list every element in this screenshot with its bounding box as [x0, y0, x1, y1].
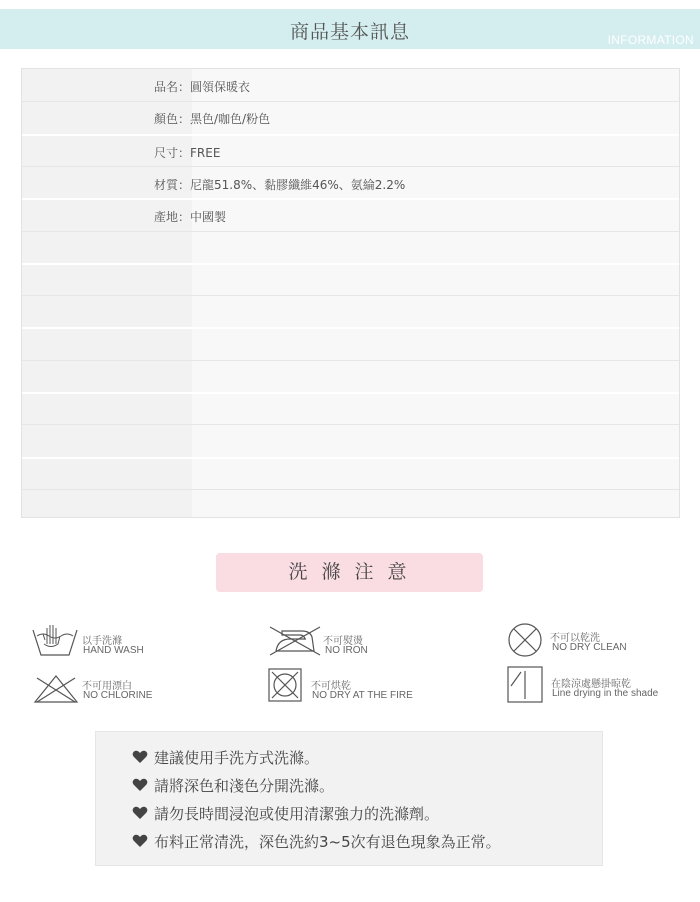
- table-row-divider: [22, 392, 679, 394]
- no-tumble-dry-label-cn: 不可烘乾: [311, 681, 351, 692]
- table-row-divider: [22, 198, 679, 200]
- no-dry-clean-icon: [507, 622, 543, 658]
- hand-wash-icon: [31, 622, 81, 658]
- heart-icon: [132, 834, 148, 848]
- table-row-divider: [22, 101, 679, 102]
- info-label-column: [22, 69, 192, 517]
- no-tumble-dry-icon: [268, 668, 302, 702]
- heart-icon: [132, 778, 148, 792]
- care-heading: [216, 553, 483, 592]
- no-dry-clean-label-cn: 不可以乾洗: [550, 633, 600, 644]
- info-row-origin: 產地：中國製: [154, 210, 227, 224]
- section-title: 商品基本訊息: [289, 21, 410, 43]
- product-info-table: [21, 68, 680, 518]
- table-row-divider: [22, 424, 679, 425]
- heart-icon: [132, 806, 148, 820]
- no-iron-icon: [268, 625, 322, 657]
- table-row-divider: [22, 295, 679, 296]
- line-dry-label-cn: 在陰涼處懸掛晾乾: [551, 679, 631, 690]
- no-dry-clean-label-en: NO DRY CLEAN: [552, 642, 627, 653]
- info-row-name: 品名：圓領保暖衣: [154, 80, 251, 94]
- info-row-material: 材質：尼龍51.8%、黏膠纖維46%、氨綸2.2%: [154, 178, 406, 192]
- line-dry-shade-icon: [507, 666, 543, 703]
- table-row-divider: [22, 166, 679, 167]
- info-row-colors: 顏色：黑色/咖色/粉色: [154, 112, 271, 126]
- care-note-text: 布料正常清洗，深色洗約3~5次有退色現象為正常。: [154, 833, 501, 851]
- line-dry-label-en: Line drying in the shade: [552, 688, 659, 699]
- care-note-text: 建議使用手洗方式洗滌。: [154, 749, 320, 767]
- table-row-divider: [22, 360, 679, 361]
- hand-wash-label-en: HAND WASH: [83, 645, 144, 656]
- care-note-text: 請勿長時間浸泡或使用清潔強力的洗滌劑。: [154, 805, 440, 823]
- no-iron-label-cn: 不可熨燙: [323, 636, 363, 647]
- care-notes-box: [95, 731, 603, 866]
- table-row-divider: [22, 263, 679, 265]
- no-bleach-icon: [33, 674, 79, 704]
- no-tumble-dry-label-en: NO DRY AT THE FIRE: [312, 690, 413, 701]
- no-chlorine-label-en: NO CHLORINE: [83, 690, 153, 701]
- table-row-divider: [22, 327, 679, 329]
- table-row-divider: [22, 489, 679, 490]
- care-note-text: 請將深色和淺色分開洗滌。: [154, 777, 335, 795]
- table-row-divider: [22, 457, 679, 459]
- section-subtitle: INFORMATION: [607, 33, 694, 47]
- care-title: 洗 滌 注 意: [288, 561, 411, 583]
- info-row-size: 尺寸：FREE: [154, 146, 221, 160]
- info-banner: [0, 9, 700, 49]
- no-iron-label-en: NO IRON: [325, 645, 368, 656]
- table-row-divider: [22, 231, 679, 232]
- table-row-divider: [22, 134, 679, 136]
- hand-wash-label-cn: 以手洗滌: [82, 636, 122, 647]
- heart-icon: [132, 750, 148, 764]
- no-chlorine-label-cn: 不可用漂白: [82, 681, 132, 692]
